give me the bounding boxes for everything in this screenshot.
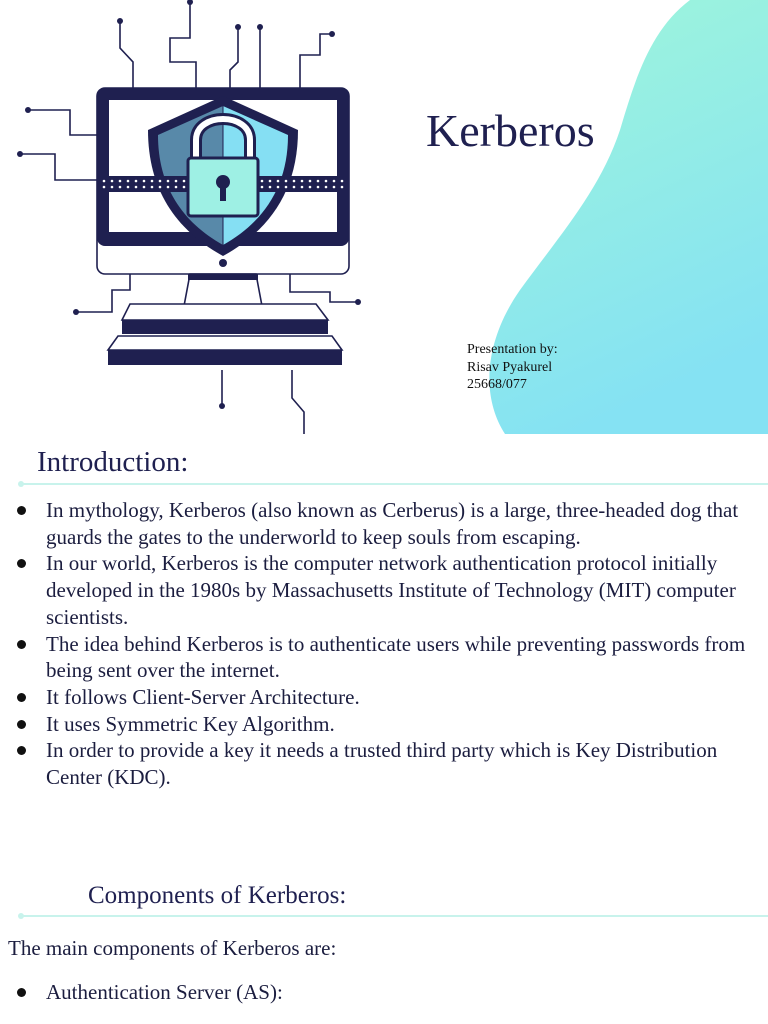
section-divider — [20, 915, 768, 917]
presenter-name: Risav Pyakurel — [467, 359, 553, 375]
list-item: Authentication Server (AS): — [0, 979, 768, 1006]
introduction-list — [0, 497, 768, 791]
list-item: It follows Client-Server Architecture. — [0, 684, 768, 711]
introduction-heading: Introduction: — [37, 446, 189, 478]
components-heading: Components of Kerberos: — [88, 882, 347, 909]
section-divider — [20, 483, 768, 485]
slide-title: Kerberos — [426, 105, 595, 156]
presenter-label: Presentation by: — [467, 342, 558, 357]
list-item: In our world, Kerberos is the computer network authentication protocol initially developed in the 1980s by Massachusetts Institute of Technology (MIT) computer scientists. — [0, 550, 768, 630]
list-item: In order to provide a key it needs a trusted third party which is Key Distribution Center (KDC). — [0, 737, 768, 790]
components-list — [0, 979, 768, 1006]
security-monitor-illustration — [0, 0, 420, 434]
presenter-id: 25668/077 — [467, 377, 527, 392]
list-item: In mythology, Kerberos (also known as Cerberus) is a large, three-headed dog that guards the gates to the underworld to keep souls from escaping. — [0, 497, 768, 550]
list-item: It uses Symmetric Key Algorithm. — [0, 711, 768, 738]
presenter-info — [467, 341, 558, 394]
list-item: The idea behind Kerberos is to authenticate users while preventing passwords from being sent over the internet. — [0, 631, 768, 684]
components-intro: The main components of Kerberos are: — [8, 936, 337, 960]
